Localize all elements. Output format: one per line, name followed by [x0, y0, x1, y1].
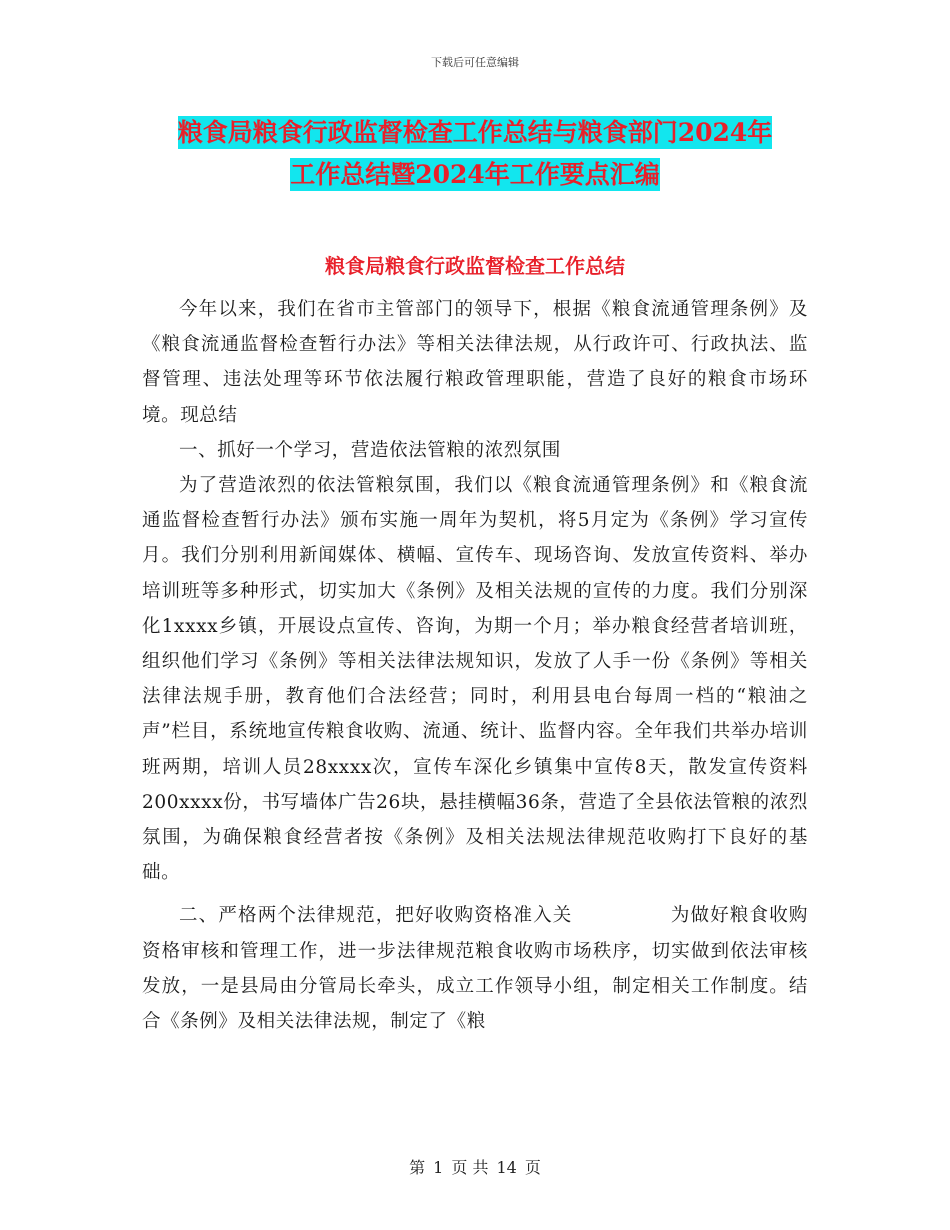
paragraph-intro: 今年以来，我们在省市主管部门的领导下，根据《粮食流通管理条例》及《粮食流通监督检查暂行办法》等相关法律法规，从行政许可、行政执法、监督管理、违法处理等环节依法履行粮政管理职能，营造了良好的粮食市场环境。现总结	[142, 299, 808, 426]
footer-middle: 页 共	[451, 1158, 489, 1177]
title-line-2	[0, 154, 950, 196]
title-line-2-text: 工作总结暨2024年工作要点汇编	[290, 160, 660, 189]
paragraph-heading-1: 一、抓好一个学习，营造依法管粮的浓烈氛围	[179, 439, 562, 461]
footer-total-pages: 14	[496, 1158, 517, 1177]
footer-prefix: 第	[409, 1158, 426, 1177]
paragraph-section-2: 二、严格两个法律规范，把好收购资格准入关 为做好粮食收购资格审核和管理工作，进一步法律规范粮食收购市场秩序，切实做到依法审核发放，一是县局由分管局长牵头，成立工作领导小组，制定相关工作制度。结合《条例》及相关法律法规，制定了《粮	[142, 905, 808, 1033]
title-line-1	[0, 112, 950, 154]
page-footer	[0, 1155, 950, 1178]
document-body	[142, 292, 808, 1039]
footer-page-number: 1	[433, 1158, 444, 1177]
header-note: 下载后可任意编辑	[431, 56, 519, 69]
document-title	[0, 112, 950, 196]
footer-suffix: 页	[524, 1158, 541, 1177]
title-line-1-text: 粮食局粮食行政监督检查工作总结与粮食部门2024年	[177, 118, 773, 147]
section-title: 粮食局粮食行政监督检查工作总结	[325, 254, 625, 278]
paragraph-section-1: 为了营造浓烈的依法管粮氛围，我们以《粮食流通管理条例》和《粮食流通监督检查暂行办法》颁布实施一周年为契机，将5月定为《条例》学习宣传月。我们分别利用新闻媒体、横幅、宣传车、现场咨询、发放宣传资料、举办培训班等多种形式，切实加大《条例》及相关法规的宣传的力度。我们分别深化1xxxx乡镇，开展设点宣传、咨询，为期一个月；举办粮食经营者培训班，组织他们学习《条例》等相关法律法规知识，发放了人手一份《条例》等相关法律法规手册，教育他们合法经营；同时，利用县电台每周一档的“粮油之声”栏目，系统地宣传粮食收购、流通、统计、监督内容。全年我们共举办培训班两期，培训人员28xxxx次，宣传车深化乡镇集中宣传8天，散发宣传资料200xxxx份，书写墙体广告26块，悬挂横幅36条，营造了全县依法管粮的浓烈氛围，为确保粮食经营者按《条例》及相关法规法律规范收购打下良好的基础。	[142, 475, 808, 884]
